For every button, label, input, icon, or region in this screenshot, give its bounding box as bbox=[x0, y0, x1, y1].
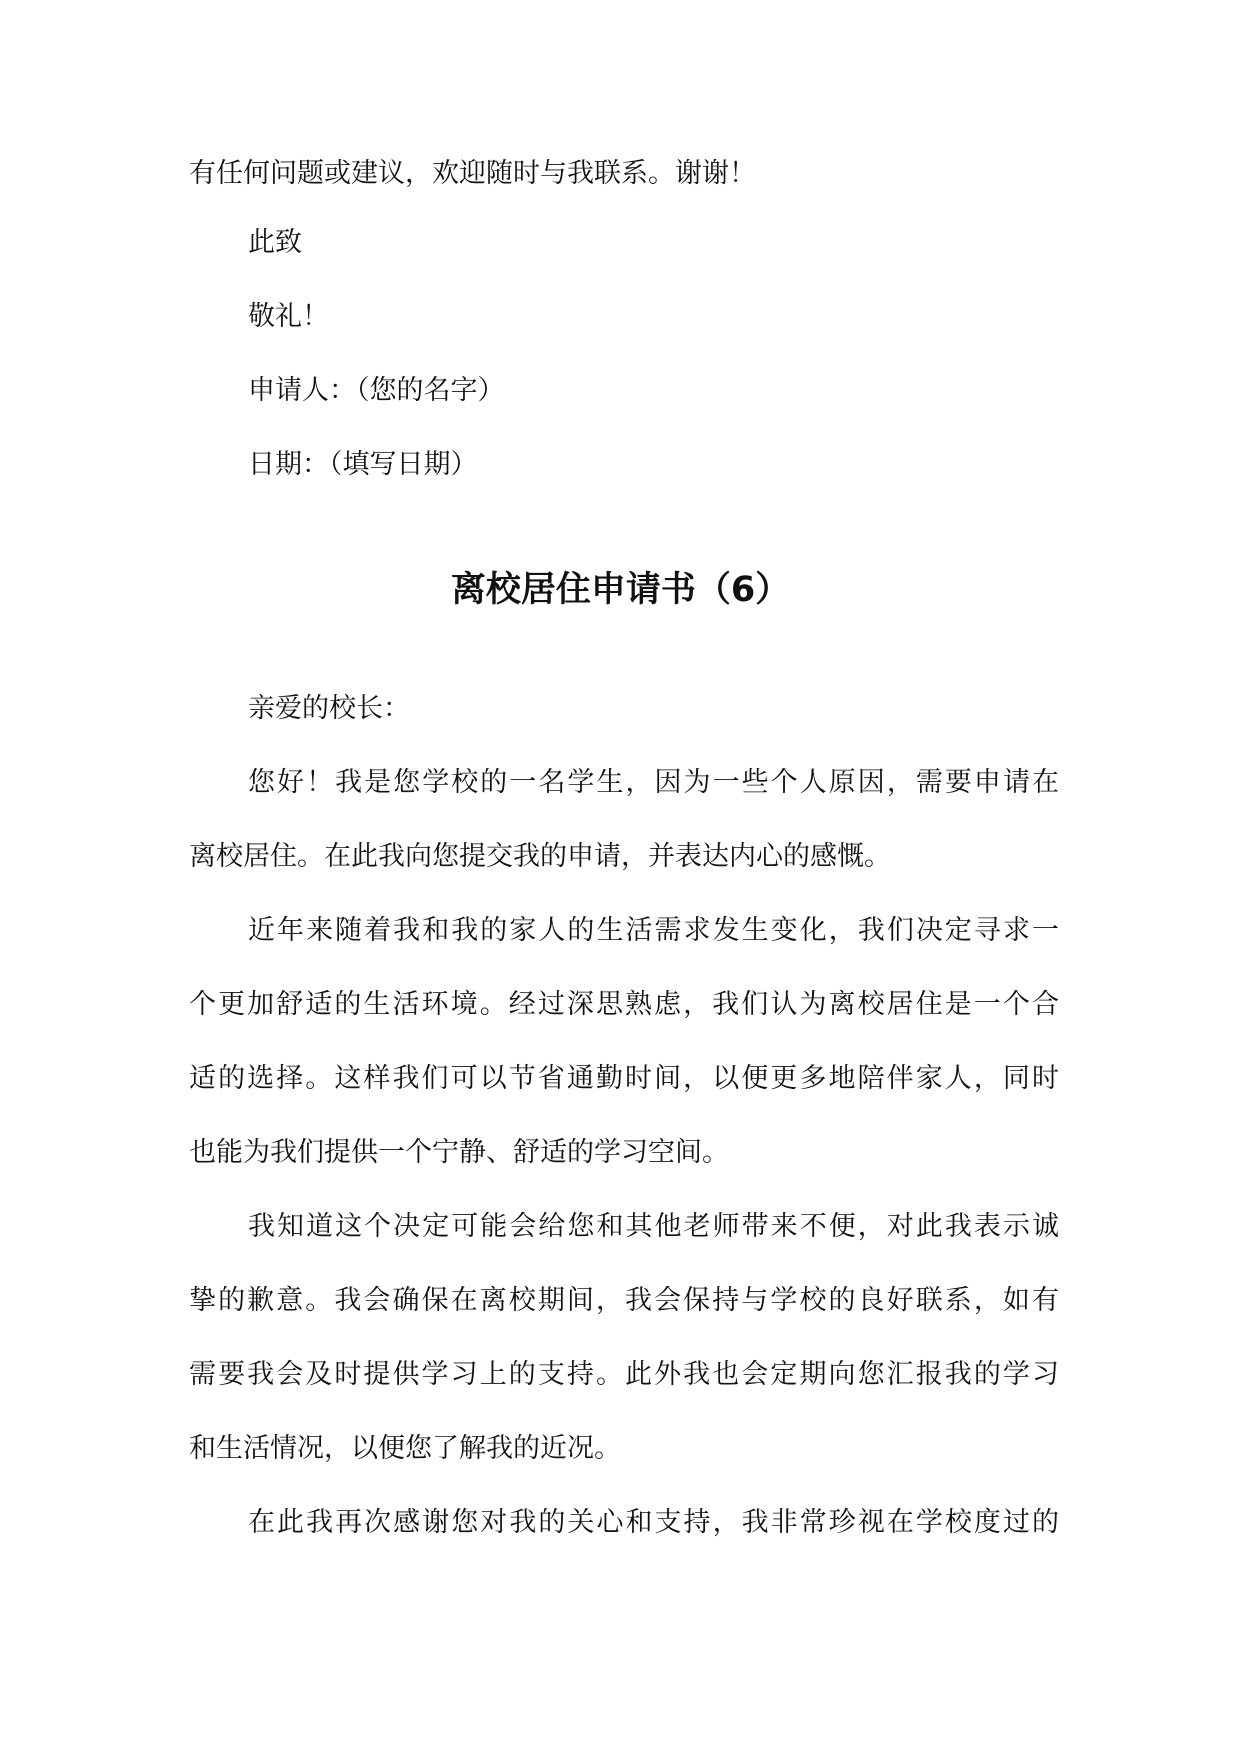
body-line: 近年来随着我和我的家人的生活需求发生变化，我们决定寻求一 bbox=[248, 915, 1059, 946]
body-line: 我知道这个决定可能会给您和其他老师带来不便，对此我表示诚 bbox=[248, 1211, 1059, 1242]
letter-title: 离校居住申请书（6） bbox=[450, 570, 791, 610]
body-line: 也能为我们提供一个宁静、舒适的学习空间。 bbox=[189, 1137, 729, 1168]
body-line: 在此我再次感谢您对我的关心和支持，我非常珍视在学校度过的 bbox=[248, 1507, 1059, 1538]
applicant-line: 申请人：（您的名字） bbox=[248, 375, 505, 406]
body-line: 个更加舒适的生活环境。经过深思熟虑，我们认为离校居住是一个合 bbox=[189, 989, 1059, 1020]
body-line: 您好！我是您学校的一名学生，因为一些个人原因，需要申请在 bbox=[248, 767, 1059, 798]
body-line: 适的选择。这样我们可以节省通勤时间，以便更多地陪伴家人，同时 bbox=[189, 1063, 1059, 1094]
prev-closing-line: 有任何问题或建议，欢迎随时与我联系。谢谢！ bbox=[189, 158, 756, 189]
salutation-line-1: 此致 bbox=[248, 227, 302, 258]
salutation-line-2: 敬礼！ bbox=[248, 301, 329, 332]
greeting-line: 亲爱的校长： bbox=[248, 693, 410, 724]
body-line: 离校居住。在此我向您提交我的申请，并表达内心的感慨。 bbox=[189, 841, 891, 872]
body-line: 挚的歉意。我会确保在离校期间，我会保持与学校的良好联系，如有 bbox=[189, 1285, 1059, 1316]
body-line: 需要我会及时提供学习上的支持。此外我也会定期向您汇报我的学习 bbox=[189, 1359, 1059, 1390]
date-line: 日期：（填写日期） bbox=[248, 449, 478, 480]
body-line: 和生活情况，以便您了解我的近况。 bbox=[189, 1433, 621, 1464]
